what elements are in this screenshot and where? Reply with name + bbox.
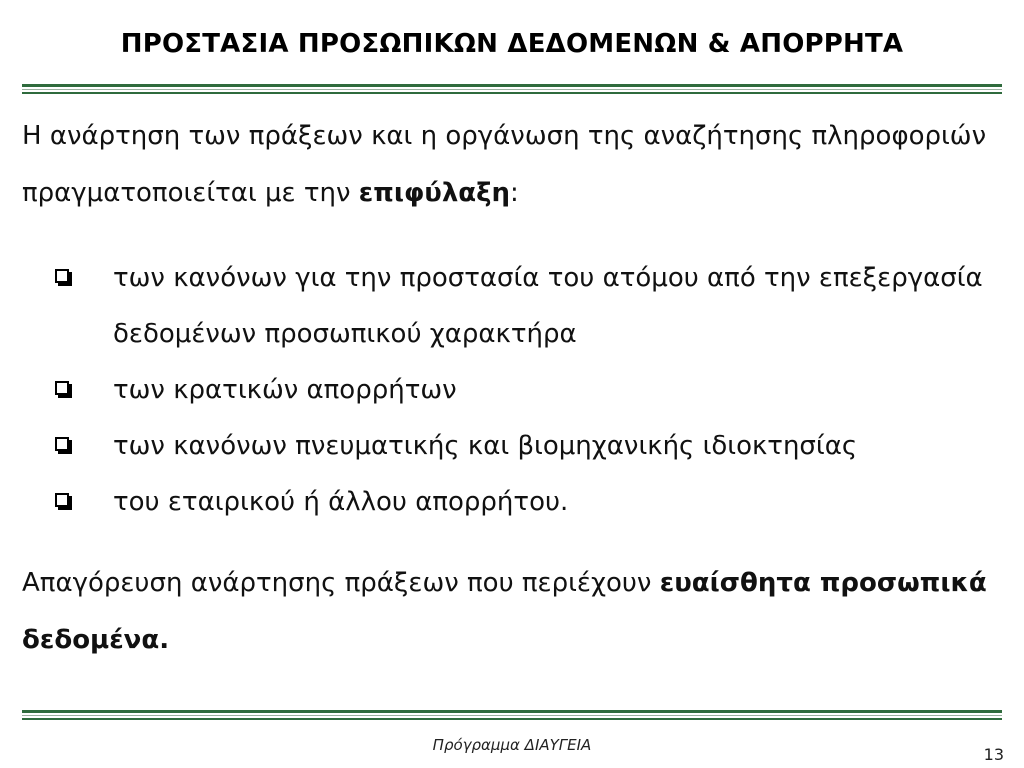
bullet-text: των κανόνων πνευματικής και βιομηχανικής ιδιοκτησίας — [113, 431, 858, 461]
slide-title: ΠΡΟΣΤΑΣΙΑ ΠΡΟΣΩΠΙΚΩΝ ΔΕΔΟΜΕΝΩΝ & ΑΠΟΡΡΗΤΑ — [120, 29, 904, 59]
checkbox-bullet-icon — [55, 381, 69, 395]
checkbox-bullet-icon — [55, 493, 69, 507]
page-number: 13 — [983, 745, 1004, 764]
checkbox-bullet-icon — [55, 269, 69, 283]
closing-paragraph — [22, 555, 1002, 669]
bottom-divider — [22, 710, 1002, 720]
closing-text: Απαγόρευση ανάρτησης πράξεων που περιέχουν — [22, 568, 660, 598]
checkbox-bullet-icon — [55, 437, 69, 451]
bullet-text: του εταιρικού ή άλλου απορρήτου. — [113, 487, 569, 517]
bullet-text: των κρατικών απορρήτων — [113, 375, 457, 405]
intro-bold-text: επιφύλαξη — [358, 178, 511, 208]
bullet-text: των κανόνων για την προστασία του ατόμου από την επεξεργασία δεδομένων προσωπικού χαρακτήρα — [113, 263, 983, 349]
bullet-list — [0, 250, 1024, 530]
bullet-item — [0, 250, 993, 362]
closing-bold-text: ευαίσθητα προσωπικά δεδομένα. — [22, 568, 987, 655]
bullet-item — [0, 474, 993, 530]
top-divider — [22, 84, 1002, 94]
bullet-item — [0, 418, 993, 474]
intro-paragraph — [22, 108, 1002, 222]
intro-text: Η ανάρτηση των πράξεων και η οργάνωση της αναζήτησης πληροφοριών πραγματοποιείται με την — [22, 121, 987, 208]
bullet-item — [0, 362, 993, 418]
footer-program: Πρόγραμμα ΔΙΑΥΓΕΙΑ — [432, 736, 592, 754]
intro-suffix: : — [510, 178, 519, 208]
